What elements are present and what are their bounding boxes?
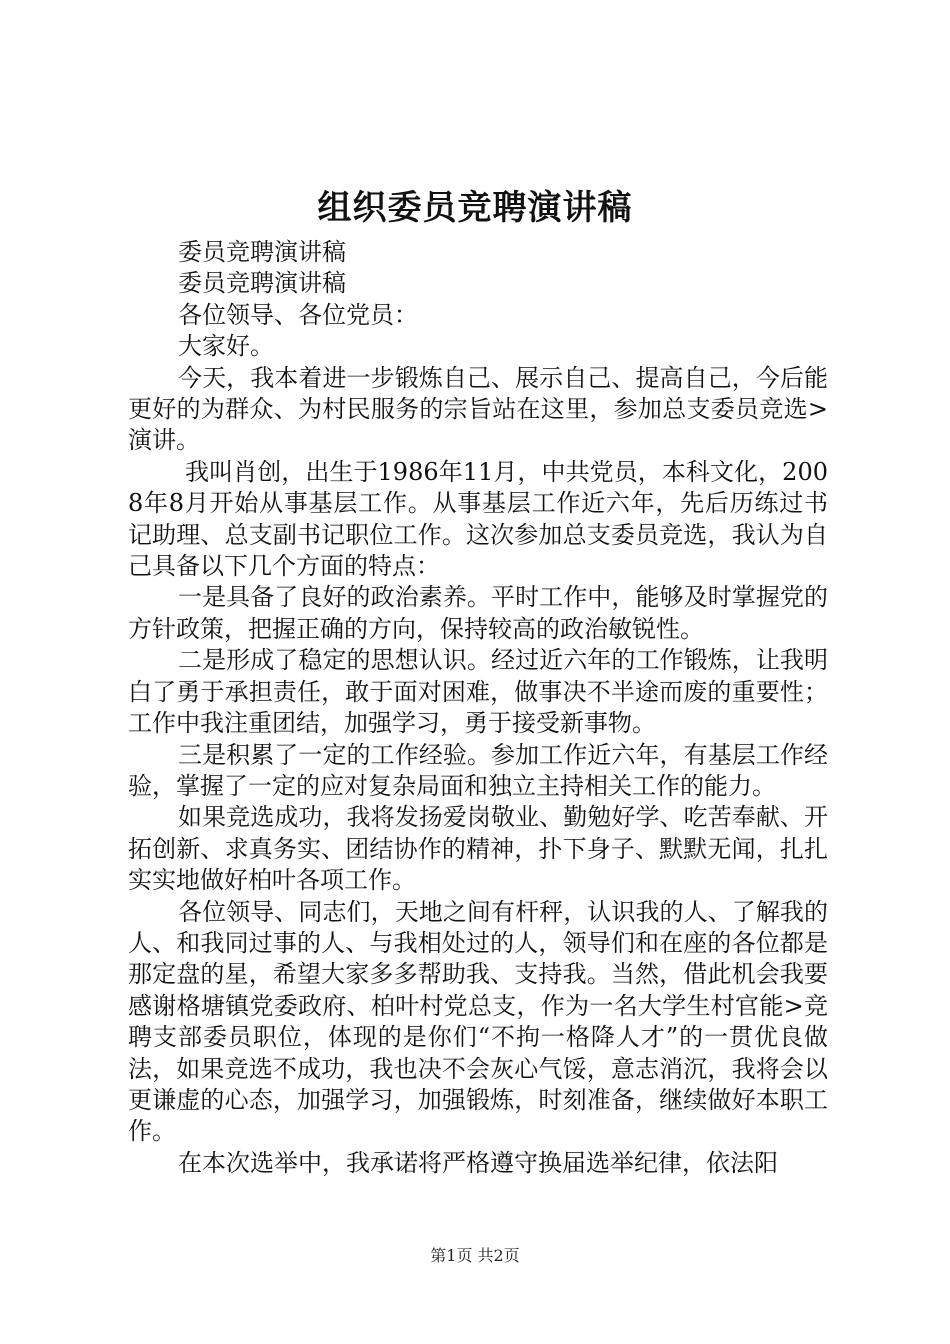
paragraph-commitment: 如果竞选成功，我将发扬爱岗敬业、勤勉好学、吃苦奉献、开拓创新、求真务实、团结协作的精神，扑下身子、默默无闻，扎扎实实地做好柏叶各项工作。 (128, 803, 828, 895)
page-footer: 第1页 共2页 (430, 1246, 520, 1265)
paragraph-point-one: 一是具备了良好的政治素养。平时工作中，能够及时掌握党的方针政策，把握正确的方向，保持较高的政治敏锐性。 (128, 583, 828, 643)
document-body (128, 237, 828, 1179)
paragraph-intro: 今天，我本着进一步锻炼自己、展示自己、提高自己，今后能更好的为群众、为村民服务的宗旨站在这里，参加总支委员竞选>演讲。 (128, 363, 828, 455)
paragraph-salutation: 各位领导、各位党员： (178, 300, 418, 329)
paragraph-subtitle-1: 委员竞聘演讲稿 (178, 238, 346, 266)
paragraph-subtitle-2: 委员竞聘演讲稿 (178, 269, 346, 298)
paragraph-greeting: 大家好。 (178, 332, 274, 361)
paragraph-self-introduction: 我叫肖创，出生于1986年11月，中共党员，本科文化，2008年8月开始从事基层工作。从事基层工作近六年，先后历练过书记助理、总支副书记职位工作。这次参加总支委员竞选，我认为自己具备以下几个方面的特点： (128, 457, 828, 581)
paragraph-point-two: 二是形成了稳定的思想认识。经过近六年的工作锻炼，让我明白了勇于承担责任，敢于面对困难，做事决不半途而废的重要性；工作中我注重团结，加强学习，勇于接受新事物。 (128, 646, 828, 738)
paragraph-point-three: 三是积累了一定的工作经验。参加工作近六年，有基层工作经验，掌握了一定的应对复杂局面和独立主持相关工作的能力。 (128, 740, 828, 800)
document-title: 组织委员竞聘演讲稿 (317, 188, 633, 228)
paragraph-thanks: 各位领导、同志们，天地之间有杆秤，认识我的人、了解我的人、和我同过事的人、与我相处过的人，领导们和在座的各位都是那定盘的星，希望大家多多帮助我、支持我。当然，借此机会我要感谢格塘镇党委政府、柏叶村党总支，作为一名大学生村官能>竞聘支部委员职位，体现的是你们“不拘一格降人才”的一贯优良做法，如果竞选不成功，我也决不会灰心气馁，意志消沉，我将会以更谦虚的心态，加强学习，加强锻炼，时刻准备，继续做好本职工作。 (128, 897, 828, 1146)
paragraph-pledge: 在本次选举中，我承诺将严格遵守换届选举纪律，依法阳 (178, 1148, 778, 1177)
